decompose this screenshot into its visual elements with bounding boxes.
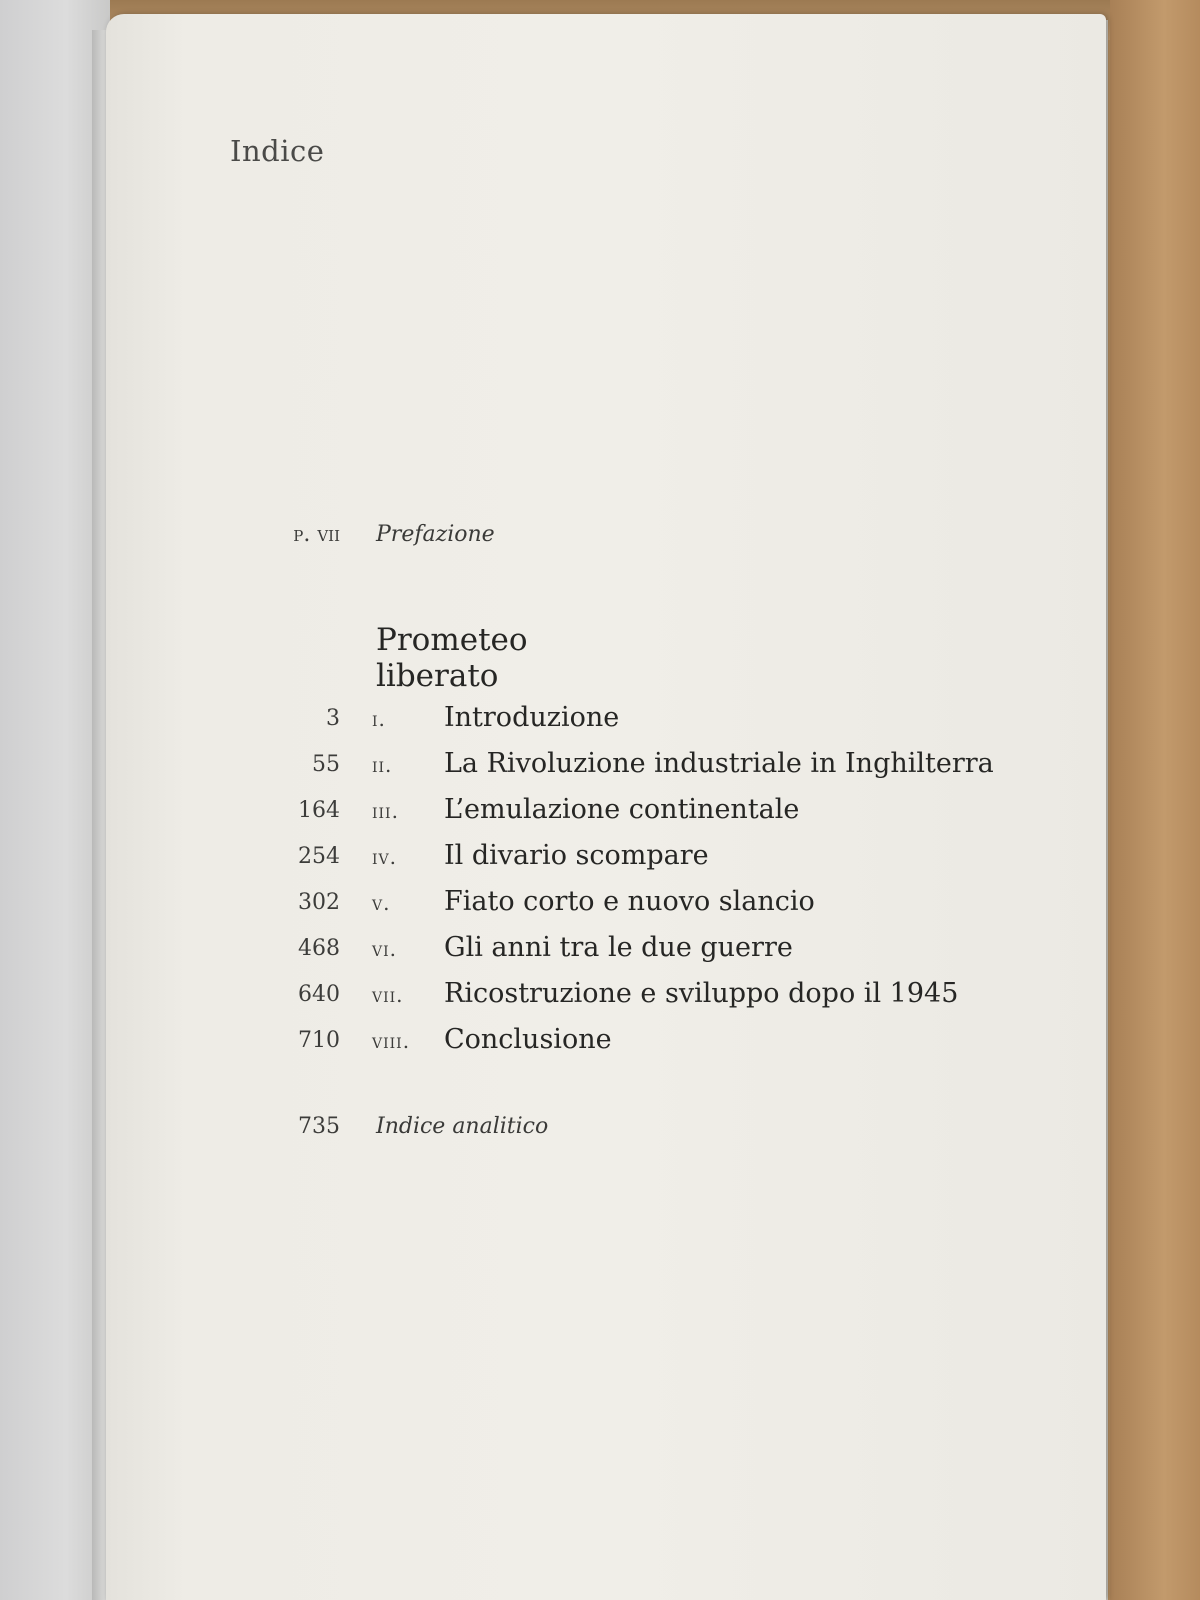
toc-page-number: 3 [326, 706, 340, 731]
toc-title: Fiato corto e nuovo slancio [444, 886, 815, 917]
toc-chapter-numeral: iii. [372, 799, 399, 823]
toc-title: Gli anni tra le due guerre [444, 932, 793, 963]
toc-title: Conclusione [444, 1024, 612, 1055]
toc-page-number: 164 [298, 798, 340, 823]
toc-page-number: 254 [298, 844, 340, 869]
toc-title: Prefazione [376, 522, 495, 547]
toc-chapter-numeral: i. [372, 707, 386, 731]
toc-title: Introduzione [444, 702, 620, 733]
toc-page-number: 302 [298, 890, 340, 915]
toc-title: L’emulazione continentale [444, 794, 800, 825]
toc-chapter-numeral: ii. [372, 753, 393, 777]
toc-page-number: p. vii [293, 522, 340, 547]
table-surface-right [1110, 0, 1200, 1600]
toc-title: La Rivoluzione industriale in Inghilterra [444, 748, 994, 779]
toc-title: Il divario scompare [444, 840, 709, 871]
toc-chapter-numeral: vi. [372, 937, 397, 961]
toc-page-number: 735 [298, 1114, 340, 1139]
toc-chapter-numeral: iv. [372, 845, 397, 869]
toc-title: Indice analitico [376, 1114, 549, 1139]
toc-page-number: 710 [298, 1028, 340, 1053]
section-title: Prometeo liberato [376, 622, 528, 694]
toc-page-number: 55 [312, 752, 340, 777]
toc-page-number: 468 [298, 936, 340, 961]
toc-chapter-numeral: vii. [372, 983, 404, 1007]
toc-title: Ricostruzione e sviluppo dopo il 1945 [444, 978, 959, 1009]
page-header: Indice [230, 134, 325, 168]
toc-chapter-numeral: viii. [372, 1029, 411, 1053]
toc-page-number: 640 [298, 982, 340, 1007]
toc-chapter-numeral: v. [372, 891, 391, 915]
